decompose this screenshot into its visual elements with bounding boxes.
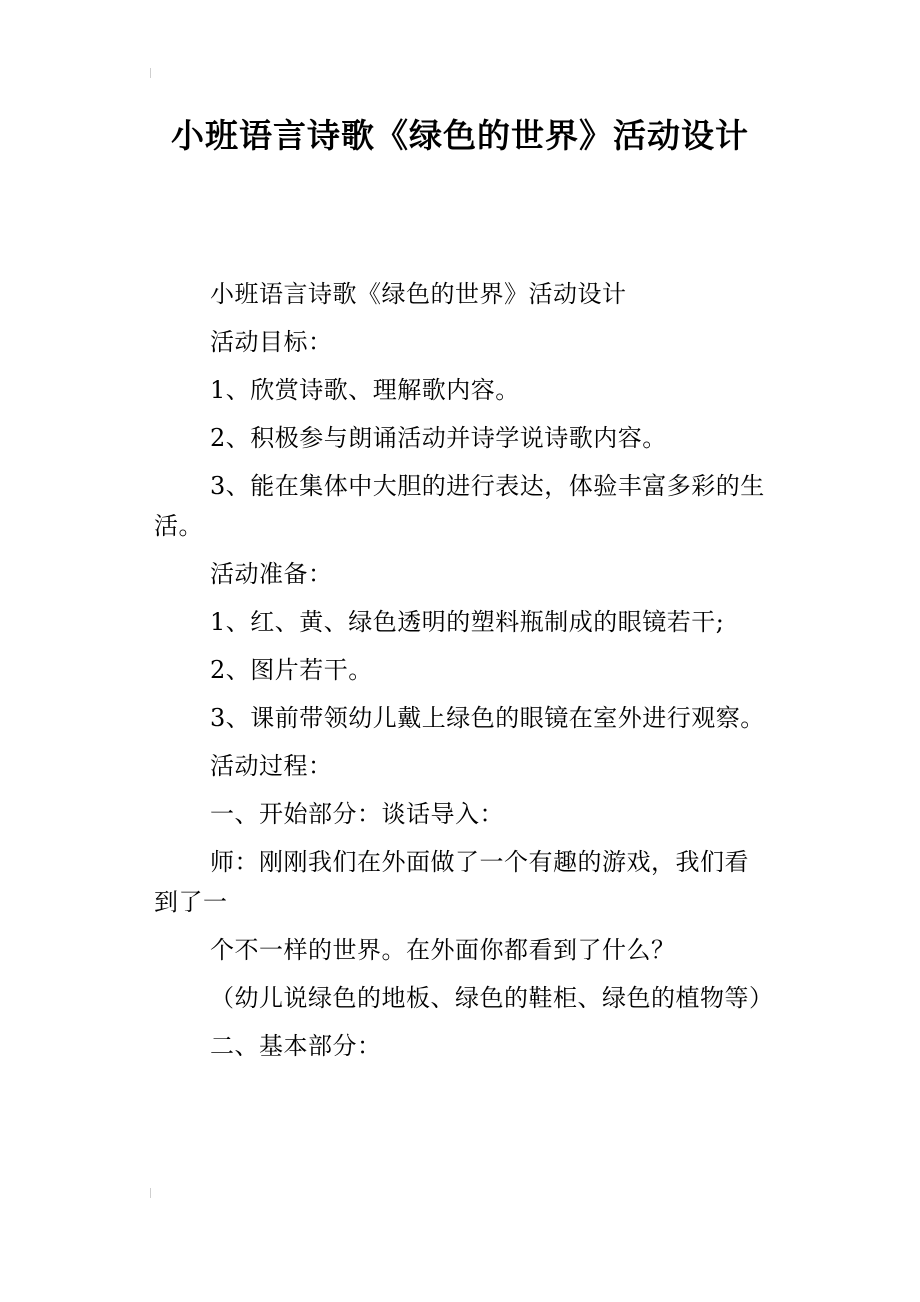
paragraph: 个不一样的世界。在外面你都看到了什么？ [210, 936, 676, 964]
paragraph: 2、积极参与朗诵活动并诗学说诗歌内容。 [210, 424, 667, 452]
paragraph: 1、欣赏诗歌、理解歌内容。 [210, 376, 520, 404]
paragraph: 3、能在集体中大胆的进行表达，体验丰富多彩的生活。 [154, 472, 765, 540]
paragraph: 活动过程： [210, 752, 333, 780]
paragraph: 3、课前带领幼儿戴上绿色的眼镜在室外进行观察。 [210, 704, 765, 732]
paragraph: 师：刚刚我们在外面做了一个有趣的游戏，我们看到了一 [154, 848, 749, 916]
document-title: 小班语言诗歌《绿色的世界》活动设计 [171, 116, 749, 155]
paragraph: 活动准备： [210, 560, 333, 588]
paragraph: （幼儿说绿色的地板、绿色的鞋柜、绿色的植物等） [210, 984, 774, 1012]
paragraph: 2、图片若干。 [210, 656, 373, 684]
document-body [154, 274, 774, 1074]
paragraph: 活动目标： [210, 328, 333, 356]
paragraph: 一、开始部分：谈话导入： [210, 800, 504, 828]
paragraph: 小班语言诗歌《绿色的世界》活动设计 [210, 280, 627, 308]
corner-mark [150, 68, 155, 78]
paragraph: 二、基本部分： [210, 1032, 382, 1060]
corner-mark [150, 1188, 155, 1198]
paragraph: 1、红、黄、绿色透明的塑料瓶制成的眼镜若干; [210, 608, 725, 636]
